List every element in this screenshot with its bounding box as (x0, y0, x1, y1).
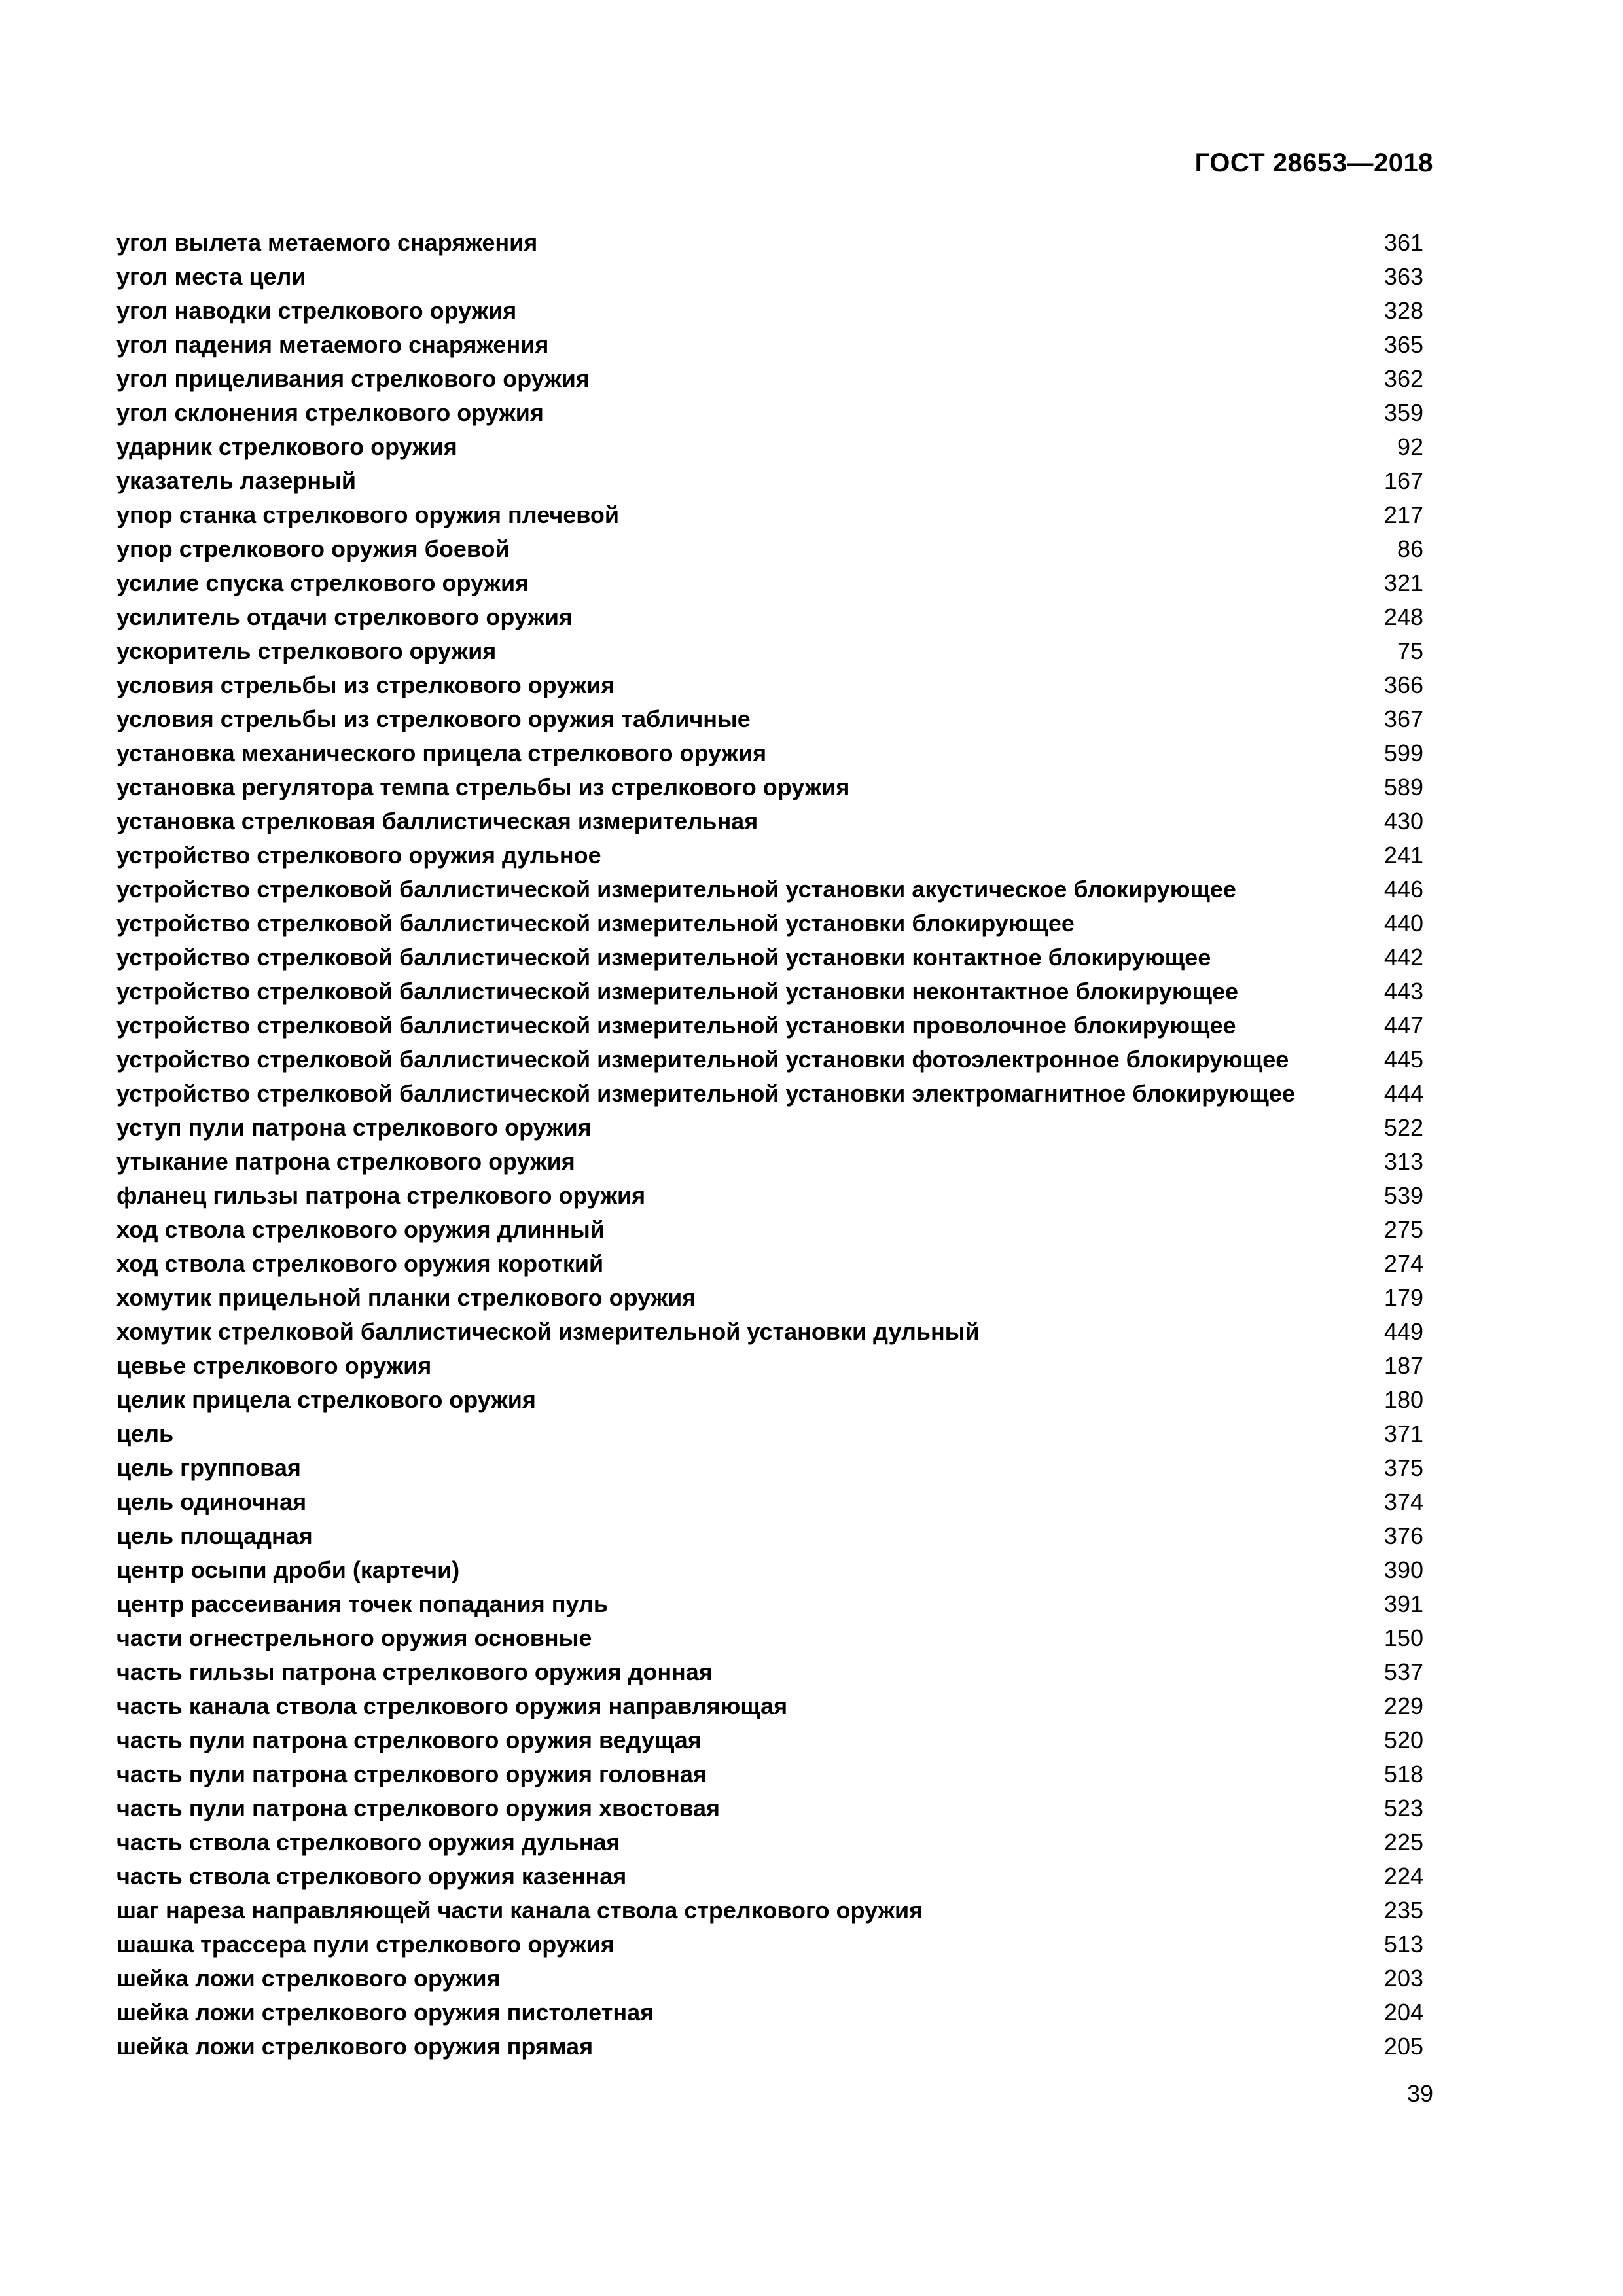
index-entry (116, 362, 1423, 396)
index-reference-number: 365 (1383, 331, 1423, 358)
index-entry (116, 736, 1423, 770)
index-entry (116, 941, 1423, 975)
index-entry (116, 1928, 1423, 1962)
index-term: цель одиночная (116, 1488, 307, 1515)
index-term: части огнестрельного оружия основные (116, 1624, 592, 1651)
index-term: часть пули патрона стрелкового оружия головная (116, 1761, 707, 1787)
index-entry (116, 1962, 1423, 1996)
index-term: упор станка стрелкового оружия плечевой (116, 501, 620, 528)
index-reference-number: 328 (1383, 297, 1423, 324)
index-reference-number: 275 (1383, 1216, 1423, 1243)
index-entry (116, 1485, 1423, 1519)
index-term: шашка трассера пули стрелкового оружия (116, 1931, 615, 1958)
index-entry (116, 1111, 1423, 1145)
index-term: условия стрельбы из стрелкового оружия (116, 672, 615, 698)
index-term: угол прицеливания стрелкового оружия (116, 365, 590, 392)
index-term: устройство стрелковой баллистической измерительной установки неконтактное блокирующее (116, 978, 1238, 1005)
index-reference-number: 167 (1383, 467, 1423, 494)
index-term: уступ пули патрона стрелкового оружия (116, 1114, 592, 1141)
index-term: условия стрельбы из стрелкового оружия табличные (116, 706, 751, 732)
index-reference-number: 537 (1383, 1659, 1423, 1685)
index-reference-number: 363 (1383, 263, 1423, 290)
index-entry (116, 1519, 1423, 1553)
index-term: устройство стрелковой баллистической измерительной установки контактное блокирующее (116, 944, 1211, 971)
index-term: указатель лазерный (116, 467, 356, 494)
index-term: утыкание патрона стрелкового оружия (116, 1148, 575, 1175)
index-reference-number: 539 (1383, 1182, 1423, 1209)
index-entry (116, 430, 1423, 464)
index-entry (116, 1655, 1423, 1689)
index-reference-number: 430 (1383, 808, 1423, 834)
index-entry (116, 1553, 1423, 1587)
index-reference-number: 362 (1383, 365, 1423, 392)
index-reference-number: 180 (1383, 1386, 1423, 1413)
index-entry (116, 1893, 1423, 1928)
index-term: часть пули патрона стрелкового оружия хвостовая (116, 1795, 721, 1821)
index-reference-number: 442 (1383, 944, 1423, 971)
index-reference-number: 86 (1397, 535, 1423, 562)
index-reference-number: 217 (1383, 501, 1423, 528)
index-reference-number: 204 (1383, 1999, 1423, 2026)
index-reference-number: 359 (1383, 399, 1423, 426)
index-entry (116, 1621, 1423, 1655)
index-reference-number: 444 (1383, 1080, 1423, 1107)
index-entry (116, 770, 1423, 804)
index-term: угол склонения стрелкового оружия (116, 399, 544, 426)
index-reference-number: 440 (1383, 910, 1423, 937)
index-entry (116, 1587, 1423, 1621)
document-header (1195, 149, 1433, 178)
index-entry (116, 1825, 1423, 1859)
index-term: шейка ложи стрелкового оружия пистолетная (116, 1999, 654, 2026)
index-reference-number: 241 (1383, 842, 1423, 869)
index-entry (116, 1859, 1423, 1893)
index-reference-number: 443 (1383, 978, 1423, 1005)
index-entry (116, 396, 1423, 430)
index-reference-number: 376 (1383, 1522, 1423, 1549)
index-entry (116, 804, 1423, 838)
index-entry (116, 1145, 1423, 1179)
index-term: устройство стрелковой баллистической измерительной установки фотоэлектронное блокирующее (116, 1046, 1289, 1073)
index-reference-number: 391 (1383, 1590, 1423, 1617)
index-term: устройство стрелкового оружия дульное (116, 842, 601, 869)
index-term: устройство стрелковой баллистической измерительной установки электромагнитное блокирующее (116, 1080, 1295, 1107)
index-term: усилитель отдачи стрелкового оружия (116, 603, 573, 630)
index-entry (116, 498, 1423, 532)
index-term: хомутик прицельной планки стрелкового оружия (116, 1284, 696, 1311)
index-reference-number: 522 (1383, 1114, 1423, 1141)
index-term: установка регулятора темпа стрельбы из стрелкового оружия (116, 774, 850, 800)
index-reference-number: 313 (1383, 1148, 1423, 1175)
index-term: усилие спуска стрелкового оружия (116, 569, 529, 596)
index-entry (116, 1077, 1423, 1111)
index-entry (116, 872, 1423, 906)
index-reference-number: 371 (1383, 1420, 1423, 1447)
standard-title: ГОСТ 28653—2018 (1194, 149, 1433, 177)
index-term: центр осыпи дроби (картечи) (116, 1556, 460, 1583)
index-entry (116, 1417, 1423, 1451)
index-reference-number: 92 (1397, 433, 1423, 460)
index-entry (116, 1043, 1423, 1077)
index-reference-number: 224 (1383, 1863, 1423, 1890)
index-term: цель (116, 1420, 174, 1447)
index-entry (116, 1723, 1423, 1757)
index-reference-number: 150 (1383, 1624, 1423, 1651)
index-term: ход ствола стрелкового оружия длинный (116, 1216, 605, 1243)
index-entry (116, 600, 1423, 634)
index-entry (116, 1996, 1423, 2030)
index-entry (116, 906, 1423, 941)
index-entry (116, 702, 1423, 736)
index-term: цевье стрелкового оружия (116, 1352, 432, 1379)
index-reference-number: 375 (1383, 1454, 1423, 1481)
index-term: угол места цели (116, 263, 306, 290)
index-term: цель площадная (116, 1522, 313, 1549)
index-reference-number: 235 (1383, 1897, 1423, 1924)
index-term: часть гильзы патрона стрелкового оружия донная (116, 1659, 713, 1685)
index-entry (116, 1213, 1423, 1247)
index-term: ускоритель стрелкового оружия (116, 637, 497, 664)
index-entry (116, 328, 1423, 362)
index-reference-number: 229 (1383, 1693, 1423, 1719)
index-entry (116, 464, 1423, 498)
index-reference-number: 599 (1383, 740, 1423, 766)
index-reference-number: 518 (1383, 1761, 1423, 1787)
index-entry (116, 2030, 1423, 2064)
index-entry (116, 975, 1423, 1009)
index-term: часть ствола стрелкового оружия казенная (116, 1863, 627, 1890)
index-term: установка механического прицела стрелкового оружия (116, 740, 767, 766)
index-entry (116, 566, 1423, 600)
index-entry (116, 668, 1423, 702)
index-reference-number: 513 (1383, 1931, 1423, 1958)
index-term: цель групповая (116, 1454, 301, 1481)
index-term: угол вылета метаемого снаряжения (116, 229, 538, 256)
index-term: фланец гильзы патрона стрелкового оружия (116, 1182, 646, 1209)
index-entry (116, 226, 1423, 260)
index-entry (116, 1179, 1423, 1213)
index-entry (116, 838, 1423, 872)
index-entry (116, 1689, 1423, 1723)
index-term: часть пули патрона стрелкового оружия ведущая (116, 1727, 702, 1753)
index-reference-number: 523 (1383, 1795, 1423, 1821)
index-term: устройство стрелковой баллистической измерительной установки проволочное блокирующее (116, 1012, 1236, 1039)
index-reference-number: 449 (1383, 1318, 1423, 1345)
index-reference-number: 75 (1397, 637, 1423, 664)
index-reference-number: 520 (1383, 1727, 1423, 1753)
index-reference-number: 589 (1383, 774, 1423, 800)
index-reference-number: 447 (1383, 1012, 1423, 1039)
index-reference-number: 390 (1383, 1556, 1423, 1583)
index-term: ударник стрелкового оружия (116, 433, 457, 460)
index-term: шаг нареза направляющей части канала ствола стрелкового оружия (116, 1897, 923, 1924)
index-term: целик прицела стрелкового оружия (116, 1386, 536, 1413)
index-reference-number: 446 (1383, 876, 1423, 903)
index-term: шейка ложи стрелкового оружия прямая (116, 2033, 594, 2060)
index-entry (116, 1281, 1423, 1315)
index-reference-number: 248 (1383, 603, 1423, 630)
index-entry (116, 1757, 1423, 1791)
index-entry (116, 1383, 1423, 1417)
index-entry (116, 1451, 1423, 1485)
index-entry (116, 634, 1423, 668)
index-entry (116, 1791, 1423, 1825)
index-term: устройство стрелковой баллистической измерительной установки блокирующее (116, 910, 1075, 937)
index-entry (116, 1247, 1423, 1281)
index-entry (116, 294, 1423, 328)
index-term: устройство стрелковой баллистической измерительной установки акустическое блокирующее (116, 876, 1236, 903)
index-reference-number: 361 (1383, 229, 1423, 256)
index-reference-number: 366 (1383, 672, 1423, 698)
index-term: шейка ложи стрелкового оружия (116, 1965, 501, 1992)
index-reference-number: 203 (1383, 1965, 1423, 1992)
index-entry (116, 260, 1423, 294)
index-entry (116, 1349, 1423, 1383)
index-term: хомутик стрелковой баллистической измерительной установки дульный (116, 1318, 980, 1345)
index-entry (116, 1315, 1423, 1349)
index-reference-number: 321 (1383, 569, 1423, 596)
index-reference-number: 445 (1383, 1046, 1423, 1073)
index-term: центр рассеивания точек попадания пуль (116, 1590, 609, 1617)
index-term: установка стрелковая баллистическая измерительная (116, 808, 758, 834)
index-term: часть ствола стрелкового оружия дульная (116, 1829, 620, 1856)
index-reference-number: 367 (1383, 706, 1423, 732)
index-reference-number: 274 (1383, 1250, 1423, 1277)
index-reference-number: 225 (1383, 1829, 1423, 1856)
page-number: 39 (1406, 2080, 1433, 2107)
index-term: ход ствола стрелкового оружия короткий (116, 1250, 604, 1277)
index-reference-number: 374 (1383, 1488, 1423, 1515)
index-entry (116, 1009, 1423, 1043)
index-reference-number: 187 (1383, 1352, 1423, 1379)
index-term: часть канала ствола стрелкового оружия направляющая (116, 1693, 788, 1719)
alphabetical-index (116, 226, 1423, 2064)
index-term: угол наводки стрелкового оружия (116, 297, 517, 324)
index-term: угол падения метаемого снаряжения (116, 331, 549, 358)
index-term: упор стрелкового оружия боевой (116, 535, 510, 562)
index-reference-number: 179 (1383, 1284, 1423, 1311)
index-entry (116, 532, 1423, 566)
index-reference-number: 205 (1383, 2033, 1423, 2060)
